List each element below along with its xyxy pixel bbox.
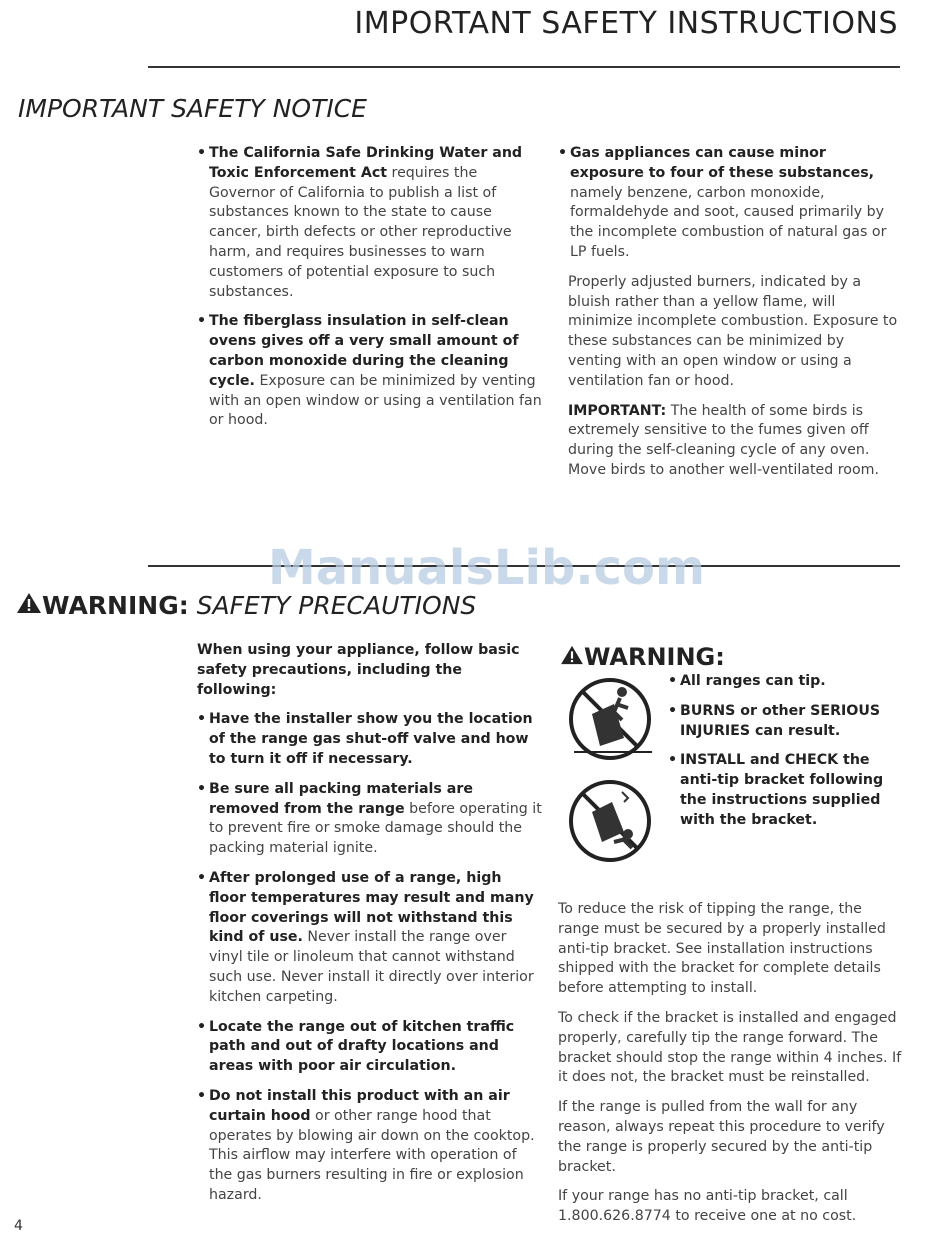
page-number: 4 <box>14 1218 23 1234</box>
precaution-bullet: • Do not install this product with an air curtain hood or other range hood that operates by blowing air down on the cooktop. This airflow may interfere with operation of the gas burners resulting in fire or explosion hazard. <box>197 1087 535 1203</box>
precaution-bullet: • Locate the range out of kitchen traffic path and out of drafty locations and areas with poor air circulation. <box>197 1018 515 1075</box>
important-paragraph: IMPORTANT: The health of some birds is extremely sensitive to the fumes given off during the self-cleaning cycle of any oven. Move birds to another well-ventilated room. <box>568 402 879 478</box>
anti-tip-paragraph: If the range is pulled from the wall for any reason, always repeat this procedure to verify the range is properly secured by the anti-tip bracket. <box>558 1099 885 1175</box>
precautions-column <box>197 641 542 1216</box>
precaution-bullet: • Have the installer show you the location of the range gas shut-off valve and how to turn it off if necessary. <box>197 711 533 767</box>
notice-right-column <box>558 144 898 491</box>
anti-tip-paragraph: To reduce the risk of tipping the range, the range must be secured by a properly installed anti-tip bracket. See installation instructions shipped with the bracket for complete details before attempting to install. <box>558 901 886 997</box>
anti-tip-bullet: • BURNS or other SERIOUS INJURIES can result. <box>668 702 881 739</box>
precaution-bullet: • After prolonged use of a range, high floor temperatures may result and many floor coverings will not withstand this kind of use. Never install the range over vinyl tile or linoleum that cannot withstand such use. Never install it directly over interior kitchen carpeting. <box>197 869 534 1005</box>
anti-tip-paragraph: If your range has no anti-tip bracket, call 1.800.626.8774 to receive one at no cost. <box>558 1188 857 1225</box>
header-rule <box>148 66 900 68</box>
warning-triangle-icon <box>560 645 584 665</box>
no-climbing-icon <box>562 674 662 764</box>
anti-tip-bullet: • INSTALL and CHECK the anti-tip bracket following the instructions supplied with the bracket. <box>668 752 884 828</box>
anti-tip-bullet: • All ranges can tip. <box>668 673 826 689</box>
precautions-intro: When using your appliance, follow basic safety precautions, including the following: <box>197 642 520 698</box>
anti-tip-bullets <box>668 672 898 841</box>
precaution-bullet: • Be sure all packing materials are removed from the range before operating it to prevent fire or smoke damage should the packing material ignite. <box>197 780 542 857</box>
page-title: IMPORTANT SAFETY INSTRUCTIONS <box>354 6 898 41</box>
burners-paragraph: Properly adjusted burners, indicated by a bluish rather than a yellow flame, will minimize incomplete combustion. Exposure to these substances can be minimized by venting with an open window or using a ventilation fan or hood. <box>568 273 898 389</box>
anti-tip-paragraph: To check if the bracket is installed and engaged properly, carefully tip the range forward. The bracket should stop the range within 4 inches. If it does not, the bracket must be reinstalled. <box>558 1009 902 1086</box>
warning-section-title: WARNING: SAFETY PRECAUTIONS <box>16 591 476 620</box>
anti-tip-warning-title: WARNING: <box>560 643 725 671</box>
notice-title: IMPORTANT SAFETY NOTICE <box>18 94 367 123</box>
notice-bullet: • The fiberglass insulation in self-clean ovens gives off a very small amount of carbon monoxide during the cleaning cycle. Exposure can be minimized by venting with an open window or using a ventilation fan or hood. <box>197 313 542 429</box>
notice-left-column <box>197 144 542 441</box>
warning-triangle-icon <box>16 592 42 614</box>
anti-tip-paragraphs <box>558 900 903 1237</box>
watermark: ManualsLib.com <box>268 540 705 596</box>
notice-bullet: • The California Safe Drinking Water and Toxic Enforcement Act requires the Governor of California to publish a list of substances known to the state to cause cancer, birth defects or other reproductive harm, and requires businesses to warn customers of potential exposure to such substances. <box>197 145 523 300</box>
no-tipping-icon <box>562 776 662 866</box>
notice-bullet: • Gas appliances can cause minor exposure to four of these substances, namely benzene, carbon monoxide, formaldehyde and soot, caused primarily by the incomplete combustion of natural gas or LP fuels. <box>558 145 887 260</box>
